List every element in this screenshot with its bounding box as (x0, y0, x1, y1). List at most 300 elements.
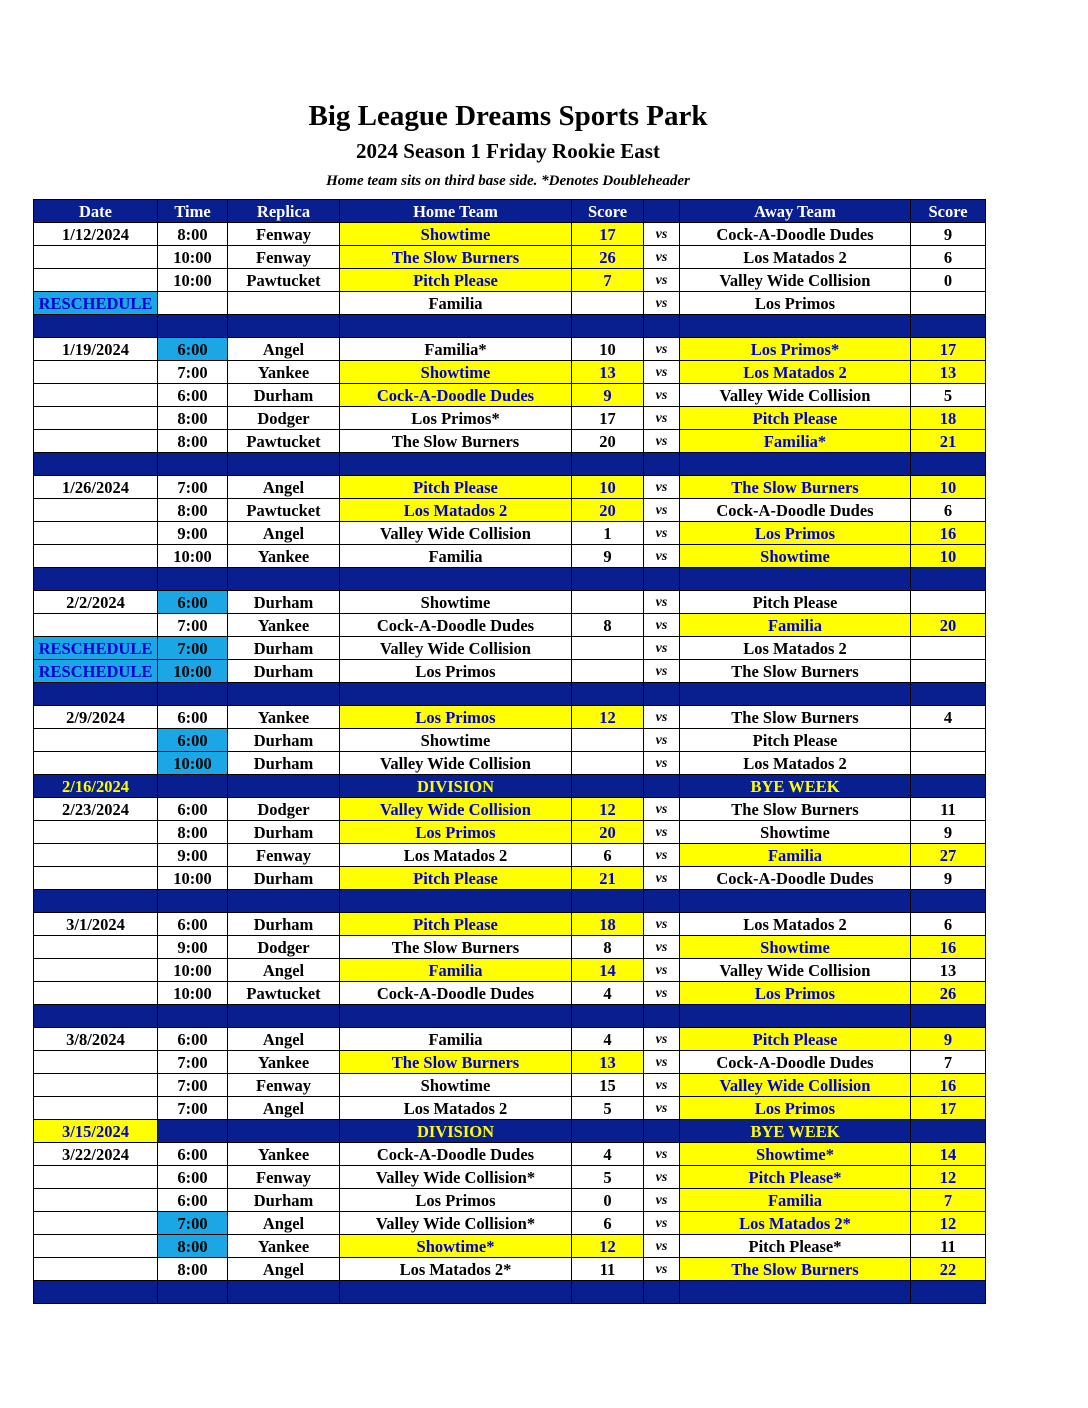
vs-cell: vs (644, 1028, 680, 1051)
home-score-cell: 10 (572, 476, 644, 499)
away-team-cell: The Slow Burners (680, 798, 911, 821)
vs-cell: vs (644, 338, 680, 361)
separator-cell (644, 1005, 680, 1028)
replica-cell: Dodger (228, 936, 340, 959)
home-score-cell: 0 (572, 1189, 644, 1212)
separator-cell (158, 683, 228, 706)
replica-cell: Fenway (228, 1166, 340, 1189)
separator-row (34, 568, 986, 591)
replica-cell: Durham (228, 913, 340, 936)
away-team-cell: Pitch Please (680, 407, 911, 430)
replica-cell: Durham (228, 384, 340, 407)
vs-cell: vs (644, 1143, 680, 1166)
home-team-cell: Showtime (340, 223, 572, 246)
table-row (34, 1051, 986, 1074)
away-team-cell: Showtime (680, 545, 911, 568)
separator-cell (680, 1005, 911, 1028)
vs-cell: vs (644, 706, 680, 729)
date-cell (34, 269, 158, 292)
replica-cell: Yankee (228, 614, 340, 637)
table-row (34, 246, 986, 269)
away-score-cell (911, 752, 986, 775)
separator-cell (228, 315, 340, 338)
away-score-cell (911, 660, 986, 683)
col-away-score-header: Score (911, 200, 986, 223)
date-cell: 3/1/2024 (34, 913, 158, 936)
away-team-cell: The Slow Burners (680, 706, 911, 729)
home-team-cell: Familia (340, 545, 572, 568)
bye-week-row (34, 1120, 986, 1143)
home-team-cell: The Slow Burners (340, 1051, 572, 1074)
home-team-cell: Showtime (340, 361, 572, 384)
time-cell: 8:00 (158, 821, 228, 844)
separator-row (34, 890, 986, 913)
time-cell: 7:00 (158, 1074, 228, 1097)
home-team-cell: The Slow Burners (340, 936, 572, 959)
home-score-cell (572, 637, 644, 660)
away-score-cell: 13 (911, 959, 986, 982)
schedule-table (33, 199, 986, 1304)
table-row (34, 338, 986, 361)
date-cell (34, 1212, 158, 1235)
away-score-cell: 9 (911, 867, 986, 890)
away-team-cell: Los Matados 2 (680, 637, 911, 660)
away-score-cell: 0 (911, 269, 986, 292)
home-team-cell: Los Primos (340, 660, 572, 683)
away-score-cell: 9 (911, 1028, 986, 1051)
separator-cell (680, 890, 911, 913)
replica-cell: Dodger (228, 407, 340, 430)
home-score-cell (572, 292, 644, 315)
date-cell (34, 545, 158, 568)
home-team-cell: Showtime (340, 591, 572, 614)
away-team-cell: Los Primos (680, 292, 911, 315)
table-row (34, 614, 986, 637)
date-cell (34, 361, 158, 384)
date-cell (34, 1189, 158, 1212)
replica-cell: Durham (228, 867, 340, 890)
replica-cell: Dodger (228, 798, 340, 821)
bye-week-label: BYE WEEK (680, 775, 911, 798)
home-team-cell: Showtime (340, 1074, 572, 1097)
separator-cell (340, 1005, 572, 1028)
vs-cell: vs (644, 821, 680, 844)
table-row (34, 982, 986, 1005)
replica-cell: Angel (228, 1097, 340, 1120)
date-cell: 2/23/2024 (34, 798, 158, 821)
home-team-cell: Valley Wide Collision (340, 752, 572, 775)
home-score-cell: 4 (572, 982, 644, 1005)
separator-cell (340, 315, 572, 338)
date-cell (34, 752, 158, 775)
date-cell: 1/26/2024 (34, 476, 158, 499)
vs-cell (644, 775, 680, 798)
away-score-cell (911, 775, 986, 798)
table-row (34, 867, 986, 890)
time-cell: 6:00 (158, 384, 228, 407)
date-cell (34, 867, 158, 890)
page-title: Big League Dreams Sports Park (308, 100, 708, 132)
away-team-cell: Pitch Please* (680, 1235, 911, 1258)
home-team-cell: Showtime (340, 729, 572, 752)
away-score-cell: 16 (911, 936, 986, 959)
table-row (34, 844, 986, 867)
date-cell (34, 1258, 158, 1281)
home-score-cell: 18 (572, 913, 644, 936)
date-cell: 1/19/2024 (34, 338, 158, 361)
home-team-cell: Valley Wide Collision* (340, 1212, 572, 1235)
home-score-cell (572, 775, 644, 798)
vs-cell: vs (644, 936, 680, 959)
away-score-cell: 14 (911, 1143, 986, 1166)
vs-cell: vs (644, 1097, 680, 1120)
home-score-cell: 1 (572, 522, 644, 545)
separator-cell (572, 1005, 644, 1028)
time-cell: 7:00 (158, 637, 228, 660)
home-score-cell: 21 (572, 867, 644, 890)
away-team-cell: Showtime* (680, 1143, 911, 1166)
time-cell: 10:00 (158, 269, 228, 292)
time-cell: 6:00 (158, 1143, 228, 1166)
table-row (34, 637, 986, 660)
date-cell: RESCHEDULE (34, 637, 158, 660)
time-cell: 6:00 (158, 1189, 228, 1212)
separator-cell (680, 568, 911, 591)
table-row (34, 1097, 986, 1120)
separator-cell (644, 683, 680, 706)
home-score-cell: 26 (572, 246, 644, 269)
time-cell: 7:00 (158, 1212, 228, 1235)
away-score-cell (911, 1120, 986, 1143)
home-team-cell: Familia (340, 959, 572, 982)
away-score-cell: 6 (911, 499, 986, 522)
date-cell (34, 614, 158, 637)
away-team-cell: Los Matados 2* (680, 1212, 911, 1235)
vs-cell: vs (644, 430, 680, 453)
away-team-cell: Cock-A-Doodle Dudes (680, 499, 911, 522)
home-team-cell: Los Matados 2 (340, 1097, 572, 1120)
away-score-cell: 17 (911, 1097, 986, 1120)
time-cell: 8:00 (158, 223, 228, 246)
separator-row (34, 683, 986, 706)
replica-cell: Fenway (228, 246, 340, 269)
date-cell (34, 522, 158, 545)
home-score-cell: 17 (572, 407, 644, 430)
home-team-cell: Cock-A-Doodle Dudes (340, 982, 572, 1005)
replica-cell: Yankee (228, 545, 340, 568)
vs-cell: vs (644, 361, 680, 384)
away-team-cell: Valley Wide Collision (680, 384, 911, 407)
home-score-cell: 4 (572, 1028, 644, 1051)
table-row (34, 407, 986, 430)
date-cell: 2/9/2024 (34, 706, 158, 729)
separator-cell (340, 1281, 572, 1304)
col-vs-header (644, 200, 680, 223)
separator-cell (911, 453, 986, 476)
time-cell: 7:00 (158, 476, 228, 499)
time-cell: 6:00 (158, 1166, 228, 1189)
separator-cell (228, 568, 340, 591)
separator-cell (680, 683, 911, 706)
separator-cell (34, 568, 158, 591)
time-cell: 8:00 (158, 499, 228, 522)
time-cell: 6:00 (158, 338, 228, 361)
away-team-cell: Familia (680, 844, 911, 867)
home-score-cell: 9 (572, 545, 644, 568)
away-score-cell: 26 (911, 982, 986, 1005)
table-row (34, 936, 986, 959)
vs-cell: vs (644, 798, 680, 821)
home-team-cell: Pitch Please (340, 476, 572, 499)
replica-cell: Yankee (228, 1143, 340, 1166)
time-cell: 10:00 (158, 545, 228, 568)
replica-cell: Durham (228, 1189, 340, 1212)
away-score-cell: 4 (911, 706, 986, 729)
replica-cell: Durham (228, 637, 340, 660)
replica-cell: Angel (228, 338, 340, 361)
away-score-cell: 16 (911, 522, 986, 545)
vs-cell: vs (644, 637, 680, 660)
home-team-cell: Los Primos (340, 821, 572, 844)
date-cell: 2/2/2024 (34, 591, 158, 614)
table-row (34, 591, 986, 614)
away-score-cell: 13 (911, 361, 986, 384)
separator-cell (158, 568, 228, 591)
separator-cell (34, 1281, 158, 1304)
col-home-team-header: Home Team (340, 200, 572, 223)
time-cell: 8:00 (158, 430, 228, 453)
bye-week-row (34, 775, 986, 798)
date-cell (34, 821, 158, 844)
home-team-cell: Pitch Please (340, 913, 572, 936)
home-score-cell: 15 (572, 1074, 644, 1097)
away-team-cell: Los Matados 2 (680, 361, 911, 384)
replica-cell (228, 292, 340, 315)
time-cell: 10:00 (158, 959, 228, 982)
date-cell (34, 407, 158, 430)
date-cell: 2/16/2024 (34, 775, 158, 798)
replica-cell: Fenway (228, 1074, 340, 1097)
vs-cell: vs (644, 1051, 680, 1074)
date-cell (34, 499, 158, 522)
vs-cell: vs (644, 752, 680, 775)
home-score-cell: 20 (572, 821, 644, 844)
away-team-cell: Los Primos (680, 522, 911, 545)
separator-cell (911, 1281, 986, 1304)
separator-cell (572, 568, 644, 591)
table-row (34, 1212, 986, 1235)
home-team-cell: Familia* (340, 338, 572, 361)
away-team-cell: The Slow Burners (680, 476, 911, 499)
away-score-cell (911, 637, 986, 660)
home-team-cell: Familia (340, 1028, 572, 1051)
replica-cell: Angel (228, 522, 340, 545)
vs-cell: vs (644, 269, 680, 292)
away-team-cell: The Slow Burners (680, 660, 911, 683)
table-row (34, 1166, 986, 1189)
replica-cell: Fenway (228, 844, 340, 867)
replica-cell: Yankee (228, 1235, 340, 1258)
time-cell: 10:00 (158, 752, 228, 775)
separator-cell (911, 315, 986, 338)
replica-cell: Durham (228, 752, 340, 775)
replica-cell: Angel (228, 1028, 340, 1051)
separator-cell (158, 453, 228, 476)
table-row (34, 660, 986, 683)
separator-cell (158, 890, 228, 913)
vs-cell: vs (644, 867, 680, 890)
date-cell: RESCHEDULE (34, 660, 158, 683)
table-row (34, 1028, 986, 1051)
home-score-cell: 5 (572, 1166, 644, 1189)
date-cell (34, 1097, 158, 1120)
date-cell: 3/15/2024 (34, 1120, 158, 1143)
away-team-cell: Familia (680, 1189, 911, 1212)
separator-cell (911, 890, 986, 913)
away-score-cell: 21 (911, 430, 986, 453)
date-cell (34, 729, 158, 752)
home-team-cell: Cock-A-Doodle Dudes (340, 384, 572, 407)
away-team-cell: Los Primos* (680, 338, 911, 361)
home-score-cell: 6 (572, 844, 644, 867)
home-team-cell: Los Matados 2 (340, 844, 572, 867)
page-subtitle: 2024 Season 1 Friday Rookie East (356, 139, 660, 163)
col-away-team-header: Away Team (680, 200, 911, 223)
separator-cell (644, 568, 680, 591)
home-team-cell: Pitch Please (340, 269, 572, 292)
vs-cell: vs (644, 522, 680, 545)
separator-cell (340, 568, 572, 591)
home-score-cell (572, 729, 644, 752)
replica-cell: Pawtucket (228, 982, 340, 1005)
table-row (34, 1258, 986, 1281)
separator-cell (158, 315, 228, 338)
separator-cell (228, 890, 340, 913)
table-row (34, 1074, 986, 1097)
separator-cell (644, 315, 680, 338)
separator-cell (34, 453, 158, 476)
vs-cell: vs (644, 1235, 680, 1258)
home-score-cell: 5 (572, 1097, 644, 1120)
col-date-header: Date (34, 200, 158, 223)
away-team-cell: Valley Wide Collision (680, 1074, 911, 1097)
home-score-cell: 7 (572, 269, 644, 292)
away-score-cell: 12 (911, 1166, 986, 1189)
date-cell (34, 1051, 158, 1074)
home-score-cell: 20 (572, 430, 644, 453)
date-cell: 3/22/2024 (34, 1143, 158, 1166)
table-row (34, 430, 986, 453)
away-score-cell: 5 (911, 384, 986, 407)
home-team-cell: Los Matados 2 (340, 499, 572, 522)
away-team-cell: Cock-A-Doodle Dudes (680, 223, 911, 246)
replica-cell: Durham (228, 660, 340, 683)
away-team-cell: Cock-A-Doodle Dudes (680, 867, 911, 890)
date-cell (34, 1074, 158, 1097)
date-cell: RESCHEDULE (34, 292, 158, 315)
time-cell: 6:00 (158, 913, 228, 936)
vs-cell: vs (644, 591, 680, 614)
home-team-cell: Los Primos* (340, 407, 572, 430)
vs-cell: vs (644, 1212, 680, 1235)
separator-cell (34, 683, 158, 706)
table-row (34, 223, 986, 246)
vs-cell: vs (644, 499, 680, 522)
away-score-cell: 20 (911, 614, 986, 637)
home-score-cell (572, 752, 644, 775)
home-score-cell: 4 (572, 1143, 644, 1166)
table-row (34, 729, 986, 752)
separator-cell (228, 1281, 340, 1304)
replica-cell: Angel (228, 959, 340, 982)
replica-cell (228, 775, 340, 798)
home-team-cell: Pitch Please (340, 867, 572, 890)
table-row (34, 706, 986, 729)
away-team-cell: Los Matados 2 (680, 246, 911, 269)
separator-row (34, 1005, 986, 1028)
separator-cell (228, 1005, 340, 1028)
away-score-cell (911, 729, 986, 752)
away-score-cell: 6 (911, 246, 986, 269)
home-score-cell: 8 (572, 614, 644, 637)
time-cell: 7:00 (158, 1051, 228, 1074)
table-row (34, 499, 986, 522)
time-cell (158, 775, 228, 798)
time-cell: 10:00 (158, 982, 228, 1005)
away-team-cell: Los Primos (680, 1097, 911, 1120)
replica-cell: Angel (228, 1258, 340, 1281)
time-cell: 6:00 (158, 591, 228, 614)
separator-cell (572, 453, 644, 476)
home-score-cell: 14 (572, 959, 644, 982)
replica-cell: Yankee (228, 706, 340, 729)
home-score-cell: 12 (572, 706, 644, 729)
time-cell: 9:00 (158, 936, 228, 959)
separator-cell (340, 683, 572, 706)
time-cell: 10:00 (158, 246, 228, 269)
home-score-cell: 13 (572, 1051, 644, 1074)
separator-row (34, 1281, 986, 1304)
bye-week-label: BYE WEEK (680, 1120, 911, 1143)
replica-cell: Fenway (228, 223, 340, 246)
separator-cell (340, 453, 572, 476)
separator-cell (158, 1005, 228, 1028)
vs-cell: vs (644, 729, 680, 752)
away-score-cell: 10 (911, 545, 986, 568)
vs-cell: vs (644, 223, 680, 246)
vs-cell: vs (644, 407, 680, 430)
away-team-cell: Valley Wide Collision (680, 269, 911, 292)
separator-cell (228, 453, 340, 476)
date-cell (34, 959, 158, 982)
separator-cell (572, 890, 644, 913)
home-team-cell: Familia (340, 292, 572, 315)
away-score-cell: 18 (911, 407, 986, 430)
col-replica-header: Replica (228, 200, 340, 223)
home-team-cell: The Slow Burners (340, 246, 572, 269)
home-score-cell: 11 (572, 1258, 644, 1281)
date-cell (34, 844, 158, 867)
home-score-cell (572, 1120, 644, 1143)
date-cell: 3/8/2024 (34, 1028, 158, 1051)
separator-cell (911, 1005, 986, 1028)
table-header-row (34, 200, 986, 223)
time-cell: 7:00 (158, 361, 228, 384)
time-cell: 8:00 (158, 1235, 228, 1258)
home-team-cell: Los Primos (340, 1189, 572, 1212)
col-time-header: Time (158, 200, 228, 223)
away-score-cell: 22 (911, 1258, 986, 1281)
